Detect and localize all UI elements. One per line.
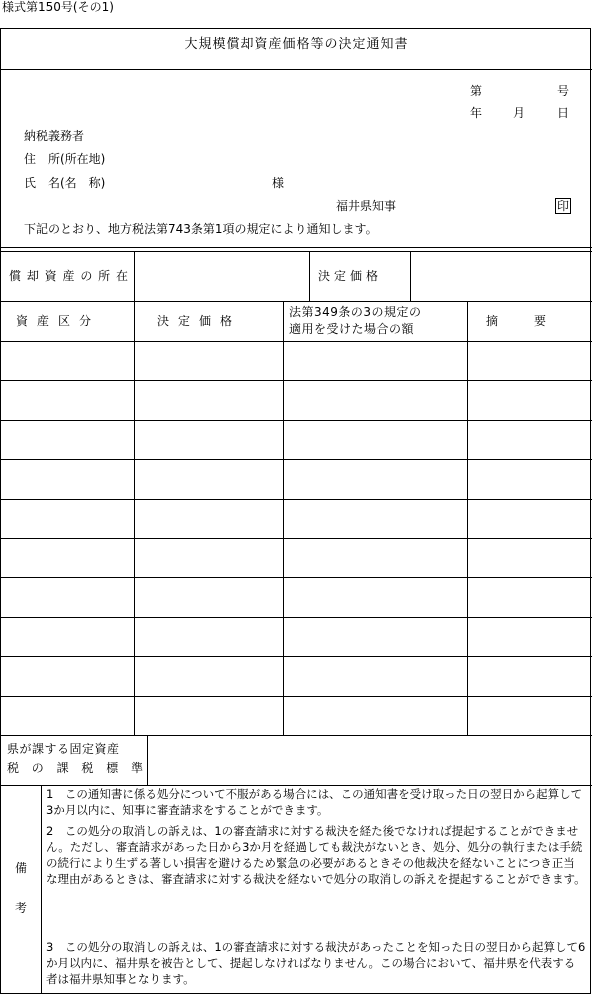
price-value[interactable] bbox=[412, 253, 588, 299]
divider bbox=[0, 380, 592, 381]
number-label: 第 bbox=[470, 84, 483, 98]
table-cell[interactable] bbox=[136, 343, 281, 378]
remarks-label-2: 考 bbox=[15, 901, 28, 915]
table-cell[interactable] bbox=[2, 619, 132, 654]
table-cell[interactable] bbox=[285, 658, 465, 693]
divider bbox=[283, 301, 284, 735]
header-decided-price: 決定価格 bbox=[157, 314, 242, 328]
divider bbox=[0, 251, 592, 252]
divider bbox=[0, 696, 592, 697]
divider bbox=[0, 499, 592, 500]
taxpayer-label: 納税義務者 bbox=[24, 129, 85, 143]
table-cell[interactable] bbox=[285, 422, 465, 457]
table-cell[interactable] bbox=[285, 501, 465, 536]
divider bbox=[0, 459, 592, 460]
remark-item-1: 1 この通知書に係る処分について不服がある場合には、この通知書を受け取った日の翌日から起算して3か月以内に、知事に審査請求をすることができます。 bbox=[46, 787, 583, 817]
header-article-line2: 適用を受けた場合の額 bbox=[289, 322, 415, 336]
table-cell[interactable] bbox=[285, 382, 465, 417]
divider bbox=[0, 69, 592, 70]
divider bbox=[147, 735, 148, 785]
table-cell[interactable] bbox=[285, 540, 465, 575]
table-cell[interactable] bbox=[285, 698, 465, 733]
table-cell[interactable] bbox=[2, 343, 132, 378]
table-cell[interactable] bbox=[136, 422, 281, 457]
date-day: 日 bbox=[557, 106, 570, 120]
divider bbox=[134, 301, 135, 735]
address-label: 住 所(所在地) bbox=[24, 152, 106, 166]
table-cell[interactable] bbox=[469, 382, 587, 417]
table-cell[interactable] bbox=[469, 343, 587, 378]
table-cell[interactable] bbox=[469, 422, 587, 457]
issuer: 福井県知事 bbox=[336, 199, 397, 213]
document-title: 大規模償却資産価格等の決定通知書 bbox=[184, 37, 409, 52]
seal-mark: 印 bbox=[556, 199, 569, 213]
notice-text: 下記のとおり、地方税法第743条第1項の規定により通知します。 bbox=[24, 222, 378, 236]
honorific: 様 bbox=[272, 176, 285, 190]
table-cell[interactable] bbox=[2, 658, 132, 693]
form-number: 様式第150号(その1) bbox=[2, 0, 114, 14]
divider bbox=[0, 656, 592, 657]
table-cell[interactable] bbox=[469, 579, 587, 614]
table-cell[interactable] bbox=[136, 461, 281, 496]
divider bbox=[309, 251, 310, 301]
table-cell[interactable] bbox=[469, 658, 587, 693]
standard-value[interactable] bbox=[150, 737, 586, 783]
table-cell[interactable] bbox=[285, 619, 465, 654]
table-cell[interactable] bbox=[469, 501, 587, 536]
divider bbox=[0, 538, 592, 539]
price-label: 決定価格 bbox=[318, 269, 383, 283]
remark-item-2: 2 この処分の取消しの訴えは、1の審査請求に対する裁決を経た後でなければ提起することができません。ただし、審査請求があった日から3か月を経過しても裁決がないとき、処分、処分の執行または手続の続行により生ずる著しい損害を避けるため緊急の必要があるときその他裁決を経ないことにつき正当な理由があるときは、審査請求に対する裁決を経ないで処分の取消しの訴えを提起することができます。 bbox=[46, 824, 586, 886]
divider bbox=[0, 247, 592, 248]
table-cell[interactable] bbox=[2, 501, 132, 536]
table-cell[interactable] bbox=[469, 698, 587, 733]
name-label: 氏 名(名 称) bbox=[24, 176, 106, 190]
divider bbox=[0, 577, 592, 578]
header-summary: 摘 要 bbox=[486, 314, 547, 328]
table-cell[interactable] bbox=[136, 501, 281, 536]
number-suffix: 号 bbox=[557, 84, 570, 98]
standard-label-line1: 県が課する固定資産 bbox=[7, 742, 120, 756]
divider bbox=[0, 341, 592, 342]
table-cell[interactable] bbox=[2, 579, 132, 614]
remark-item-3: 3 この処分の取消しの訴えは、1の審査請求に対する裁決があったことを知った日の翌日から起算して6か月以内に、福井県を被告として、提起しなければなりません。この場合において、福井県を代表する者は福井県知事となります。 bbox=[46, 940, 586, 986]
table-cell[interactable] bbox=[2, 461, 132, 496]
table-cell[interactable] bbox=[2, 540, 132, 575]
table-cell[interactable] bbox=[136, 540, 281, 575]
table-cell[interactable] bbox=[136, 579, 281, 614]
table-cell[interactable] bbox=[136, 619, 281, 654]
table-cell[interactable] bbox=[285, 579, 465, 614]
location-value[interactable] bbox=[136, 253, 306, 299]
table-cell[interactable] bbox=[2, 422, 132, 457]
divider bbox=[134, 251, 135, 301]
divider bbox=[0, 735, 592, 736]
table-cell[interactable] bbox=[136, 698, 281, 733]
divider bbox=[0, 617, 592, 618]
divider bbox=[41, 785, 42, 994]
table-cell[interactable] bbox=[136, 382, 281, 417]
date-year: 年 bbox=[470, 106, 483, 120]
table-cell[interactable] bbox=[285, 461, 465, 496]
divider bbox=[0, 420, 592, 421]
table-cell[interactable] bbox=[469, 619, 587, 654]
remarks-label-1: 備 bbox=[15, 861, 28, 875]
divider bbox=[0, 301, 592, 302]
table-cell[interactable] bbox=[2, 382, 132, 417]
header-article-line1: 法第349条の3の規定の bbox=[289, 305, 422, 319]
table-cell[interactable] bbox=[2, 698, 132, 733]
header-asset-class: 資産区分 bbox=[16, 314, 101, 328]
table-cell[interactable] bbox=[136, 658, 281, 693]
date-month: 月 bbox=[513, 106, 526, 120]
table-cell[interactable] bbox=[469, 540, 587, 575]
divider bbox=[410, 251, 411, 301]
divider bbox=[467, 301, 468, 735]
standard-label-line2: 税 の 課 税 標 準 bbox=[7, 761, 143, 775]
table-cell[interactable] bbox=[285, 343, 465, 378]
location-label: 償 却 資 産 の 所 在 bbox=[9, 269, 128, 283]
table-cell[interactable] bbox=[469, 461, 587, 496]
